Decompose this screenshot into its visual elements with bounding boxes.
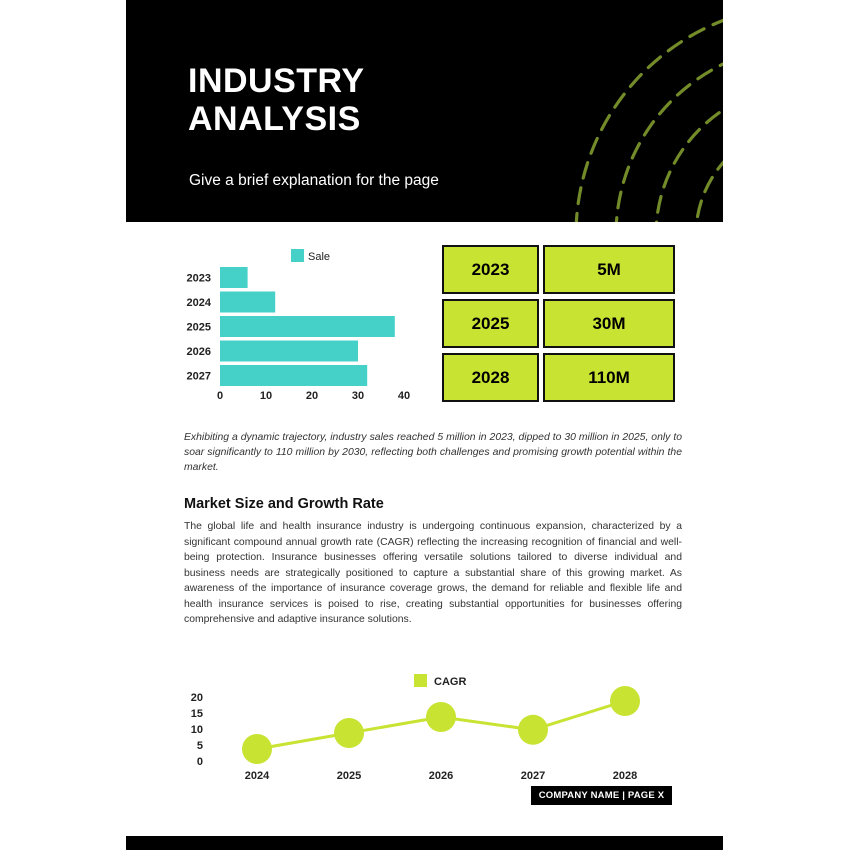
- stats-grid: [442, 245, 675, 402]
- point-2024: [242, 734, 272, 764]
- bar-2026: [220, 341, 358, 362]
- point-2028: [610, 686, 640, 716]
- arc-ring: [576, 5, 723, 222]
- footer-label: COMPANY NAME | PAGE X: [531, 786, 672, 805]
- x-tick-label: 30: [351, 390, 365, 402]
- cagr-line-chart: [126, 668, 723, 788]
- section-title: Market Size and Growth Rate: [184, 496, 384, 512]
- legend-swatch-sale: [291, 249, 304, 262]
- x-tick-label: 0: [216, 390, 224, 402]
- page-header: [126, 0, 723, 222]
- stat-year-2025: 2025: [442, 299, 539, 348]
- x-tick-label: 20: [305, 390, 319, 402]
- stat-value-2028: 110M: [543, 353, 675, 402]
- footer-bar: [126, 836, 723, 850]
- y-tick-label: 5: [196, 740, 203, 752]
- y-tick-label: 2023: [186, 272, 211, 285]
- bar-2024: [220, 292, 275, 313]
- arc-ring: [696, 125, 723, 222]
- y-tick-label: 2024: [186, 297, 211, 309]
- point-2027: [518, 715, 548, 745]
- report-page: [126, 0, 723, 850]
- x-tick-label: 2028: [612, 770, 638, 782]
- title-line-2: ANALYSIS: [188, 100, 361, 138]
- bar-2023: [220, 267, 248, 288]
- stat-value-2023: 5M: [543, 245, 675, 294]
- x-tick-label: 2024: [244, 770, 270, 782]
- y-tick-label: 15: [190, 708, 203, 720]
- page-subtitle: Give a brief explanation for the page: [189, 172, 439, 189]
- bar-2025: [220, 316, 395, 337]
- x-tick-label: 40: [397, 390, 411, 402]
- title-line-1: INDUSTRY: [188, 62, 365, 100]
- legend-swatch-cagr: [414, 674, 427, 687]
- y-tick-label: 2027: [186, 370, 211, 383]
- legend-label-sale: Sale: [308, 251, 331, 263]
- y-tick-label: 2025: [186, 321, 211, 334]
- page-title: [188, 62, 488, 138]
- stat-year-2023: 2023: [442, 245, 539, 294]
- stat-year-2028: 2028: [442, 353, 539, 402]
- y-tick-label: 20: [190, 692, 203, 704]
- section-body: The global life and health insurance industry is undergoing continuous expansion, characterized by a significant compound annual growth rate (CAGR) reflecting the increasing recognition of financial and well-being protection. Insurance businesses offering versatile solutions tailored to diverse individual and business needs are strategically positioned to capture a substantial share of this growing market. As awareness of the importance of insurance coverage grows, the demand for reliable and flexible life and health insurance services is poised to rise, creating substantial opportunities for businesses offering comprehensive and adaptive insurance solutions.: [184, 521, 682, 625]
- y-tick-label: 0: [196, 756, 203, 768]
- chart-caption: Exhibiting a dynamic trajectory, industry sales reached 5 million in 2023, dipped to 30 million in 2025, only to soar significantly to 110 million by 2030, reflecting both challenges and promising growth potential within the market.: [184, 432, 682, 473]
- arc-ring: [616, 45, 723, 222]
- bar-2027: [220, 365, 367, 386]
- x-tick-label: 10: [259, 390, 273, 402]
- point-2025: [334, 718, 364, 748]
- x-tick-label: 2025: [336, 770, 362, 782]
- legend-label-cagr: CAGR: [434, 676, 467, 688]
- point-2026: [426, 702, 456, 732]
- x-tick-label: 2026: [428, 770, 454, 782]
- sales-bar-chart: [126, 235, 426, 410]
- y-tick-label: 2026: [186, 346, 211, 358]
- y-tick-label: 10: [190, 724, 203, 736]
- x-tick-label: 2027: [520, 770, 546, 782]
- stat-value-2025: 30M: [543, 299, 675, 348]
